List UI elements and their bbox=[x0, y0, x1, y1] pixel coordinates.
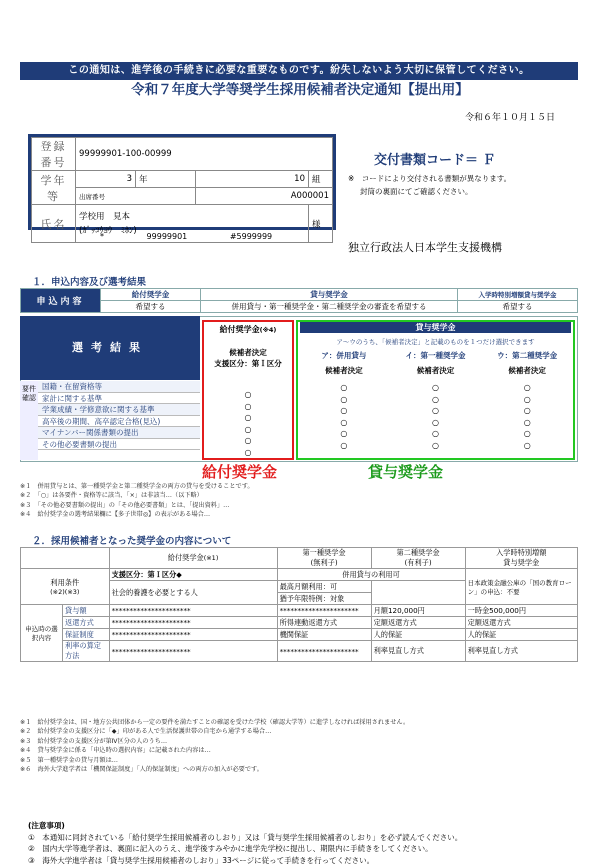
page-title: 令和７年度大学等奨学生採用候補者決定通知【提出用】 bbox=[131, 82, 469, 98]
organization-name: 独立行政法人日本学生支援機構 bbox=[348, 241, 502, 254]
list-item: 学業成績・学修意欲に関する基準 bbox=[38, 404, 200, 416]
document-code: 交付書類コード＝ Ｆ bbox=[374, 153, 496, 168]
label-seat: 出席番号 bbox=[76, 188, 196, 205]
requirements-side-label: 要件確認 bbox=[20, 381, 38, 460]
notes-section2: ※１ 給付奨学金は、国・地方公共団体から一定の要件を満たすことの確認を受けた学校（確認大学等）に進学しなければ採用されません。 ※２ 給付奨学金の支援区分に「◆」印がある人で生活保護世帯の自宅から通学する場合… ※３ 給付奨学金の支援区分が第Ⅳ区分の人のうち… ※４ 貸与奨学金に係る「申込時の選択内容」に記載された内容は… ※５ 第一種奨学金の貸与月額は… ※６ 海外大学進学者は「機関保証制度」「人的保証制度」への両方の加入が必要です。 bbox=[20, 719, 410, 774]
taiyo-result-box: 貸与奨学金 ア～ウのうち、「候補者決定」と記載のものを１つだけ選択できます ア：併用貸与 イ：第一種奨学金 ウ：第二種奨学金 候補者決定 候補者決定 候補者決定 ○ ○ ○ ○ ○ ○ ○ ○ ○ ○ ○ ○ ○ ○ ○ ○ ○ ○ bbox=[296, 320, 575, 460]
nen: 年 bbox=[136, 171, 196, 188]
kyufu-callout: 給付奨学金 bbox=[202, 463, 278, 481]
label-grade: 学年等 bbox=[32, 171, 76, 205]
list-item: その他必要書類の提出 bbox=[38, 439, 200, 451]
sama: 様 bbox=[308, 205, 332, 243]
reg-no: 99999901-100-00999 bbox=[76, 138, 333, 171]
issue-date: 令和６年１０月１５日 bbox=[464, 113, 555, 123]
list-item: 高卒後の期間、高卒認定合格(見込) bbox=[38, 416, 200, 428]
requirements-list bbox=[38, 381, 200, 450]
application-table: 申込内容 給付奨学金 貸与奨学金 入学時特別増額貸与奨学金 希望する 併用貸与・第一種奨学金・第二種奨学金の審査を希望する 希望する bbox=[20, 288, 578, 313]
list-item: 家計に関する基準 bbox=[38, 393, 200, 405]
scholarship-content-table: 給付奨学金(※1) 第一種奨学金 (無利子) 第二種奨学金 (有利子) 入学時特別増額 貸与奨学金 利用条件 (※2)(※3) 支援区分：第Ｉ区分◆ 併用貸与の利用可 日本政策金融公庫の「国の教育ローン」の申込：不要 社会的養護を必要とする人 最高月額利用：可 猶予年限特例：対象 申込時の選択内容 貸与額 ********************** ********************** 月額120,000円 一時金500,000円 返還方式 ********************** 所得連動返還方式 定額返還方式 定額返還方式 保証制度 ********************** 機関保証 人的保証 人的保証 利率の算定方法 ********************** ********************** 利率見直し方式 利率見直し方式 bbox=[20, 547, 578, 662]
label-name: 氏名 bbox=[32, 205, 76, 243]
notes-section1: ※１ 併用貸与とは、第一種奨学金と第二種奨学金の両方の貸与を受けることです。 ※２ 「○」は各要件・資格等に該当、「×」は非該当…（以下略） ※３ 「その他必要書類の提出」の「その他必要書類」とは、「提出資料」… ※４ 給付奨学金の選考結果欄に【多子世帯◎】の表示がある場合… bbox=[20, 483, 254, 519]
id-line: * 99999901 #5999999 bbox=[100, 232, 273, 241]
kumi: 組 bbox=[308, 171, 332, 188]
section2-title: ２．採用候補者となった奨学金の内容について bbox=[32, 536, 232, 547]
caution-notes: (注意事項) ① 本通知に同封されている「給付奨学生採用候補者のしおり」又は「貸与奨学生採用候補者のしおり」を必ず読んでください。 ② 国内大学等進学者は、裏面に記入のうえ、進学後すみやかに進学先学校に提出し、期限内に手続きをしてください。 ③ 海外大学進学者は「貸与奨学生採用候補者のしおり」33ページに従って手続きを行ってください。 bbox=[28, 821, 463, 865]
list-item: マイナンバー関係書類の提出 bbox=[38, 427, 200, 439]
list-item: 国籍・在留資格等 bbox=[38, 381, 200, 393]
seat-value: A000001 bbox=[196, 188, 333, 205]
student-name: 学校用 見本 bbox=[79, 211, 131, 222]
grade-value: 3 bbox=[76, 171, 136, 188]
registration-box bbox=[28, 134, 336, 236]
code-note: ※ コードにより交付される書類が異なります。 封筒の裏面にてご確認ください。 bbox=[348, 174, 512, 196]
kyufu-result-box: 給付奨学金(※4) 候補者決定 支援区分：第Ｉ区分 ○ ○ ○ ○ ○ ○ bbox=[202, 320, 294, 460]
student-kana: (ｶﾞｯｺｳﾖｳ ﾐﾎﾝ) bbox=[79, 225, 137, 236]
label-reg-no: 登録番号 bbox=[32, 138, 76, 171]
selection-result-label: 選考結果 bbox=[20, 316, 200, 380]
notice-banner: この通知は、進学後の手続きに必要な重要なものです。紛失しないよう大切に保管してください。 bbox=[20, 62, 578, 80]
taiyo-callout: 貸与奨学金 bbox=[368, 463, 444, 481]
class-value: 10 bbox=[196, 171, 309, 188]
section1-title: １．申込内容及び選考結果 bbox=[32, 277, 147, 288]
